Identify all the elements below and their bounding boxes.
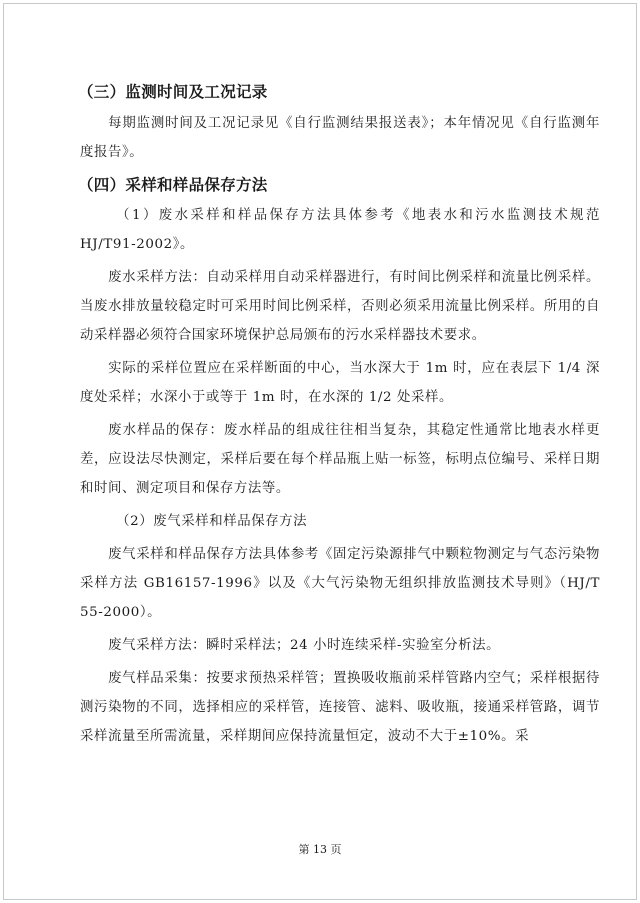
waste-gas-collection-paragraph: 废气样品采集：按要求预热采样管；置换吸收瓶前采样管路内空气；采样根据待测污染物的不同，选择相应的采样管，连接管、滤料、吸收瓶，接通采样管路，调节采样流量至所需流量，采样期间应保持流量恒定，波动不大于±10%。采 [80, 671, 600, 744]
waste-gas-subsection-title: （2）废气采样和样品保存方法 [116, 514, 308, 529]
document-body [80, 78, 600, 751]
waste-gas-sampling-method-paragraph: 废气采样方法：瞬时采样法；24 小时连续采样-实验室分析法。 [108, 638, 501, 653]
wastewater-sampling-method-paragraph: 废水采样方法：自动采样用自动采样器进行，有时间比例采样和流量比例采样。当废水排放量较稳定时可采用时间比例采样，否则必须采用流量比例采样。所用的自动采样器必须符合国家环境保护总局颁布的污水采样器技术要求。 [80, 270, 600, 343]
section-3-paragraph: 每期监测时间及工况记录见《自行监测结果报送表》；本年情况见《自行监测年度报告》。 [80, 116, 600, 160]
wastewater-storage-paragraph: 废水样品的保存：废水样品的组成往往相当复杂，其稳定性通常比地表水样更差，应设法尽快测定，采样后要在每个样品瓶上贴一标签，标明点位编号、采样日期和时间、测定项目和保存方法等。 [80, 423, 600, 496]
section-3-heading: （三）监测时间及工况记录 [78, 82, 268, 101]
page-number: 第 13 页 [298, 843, 342, 856]
sampling-position-paragraph: 实际的采样位置应在采样断面的中心，当水深大于 1m 时，应在表层下 1/4 深度处采样；水深小于或等于 1m 时，在水深的 1/2 处采样。 [80, 361, 600, 405]
wastewater-subsection-title: （1）废水采样和样品保存方法具体参考《地表水和污水监测技术规范HJ/T91-2002》。 [80, 208, 600, 252]
waste-gas-reference-paragraph: 废气采样和样品保存方法具体参考《固定污染源排气中颗粒物测定与气态污染物采样方法 GB16157-1996》以及《大气污染物无组织排放监测技术导则》（HJ/T 55-2000）。 [80, 547, 600, 620]
section-4-heading: （四）采样和样品保存方法 [78, 175, 268, 194]
